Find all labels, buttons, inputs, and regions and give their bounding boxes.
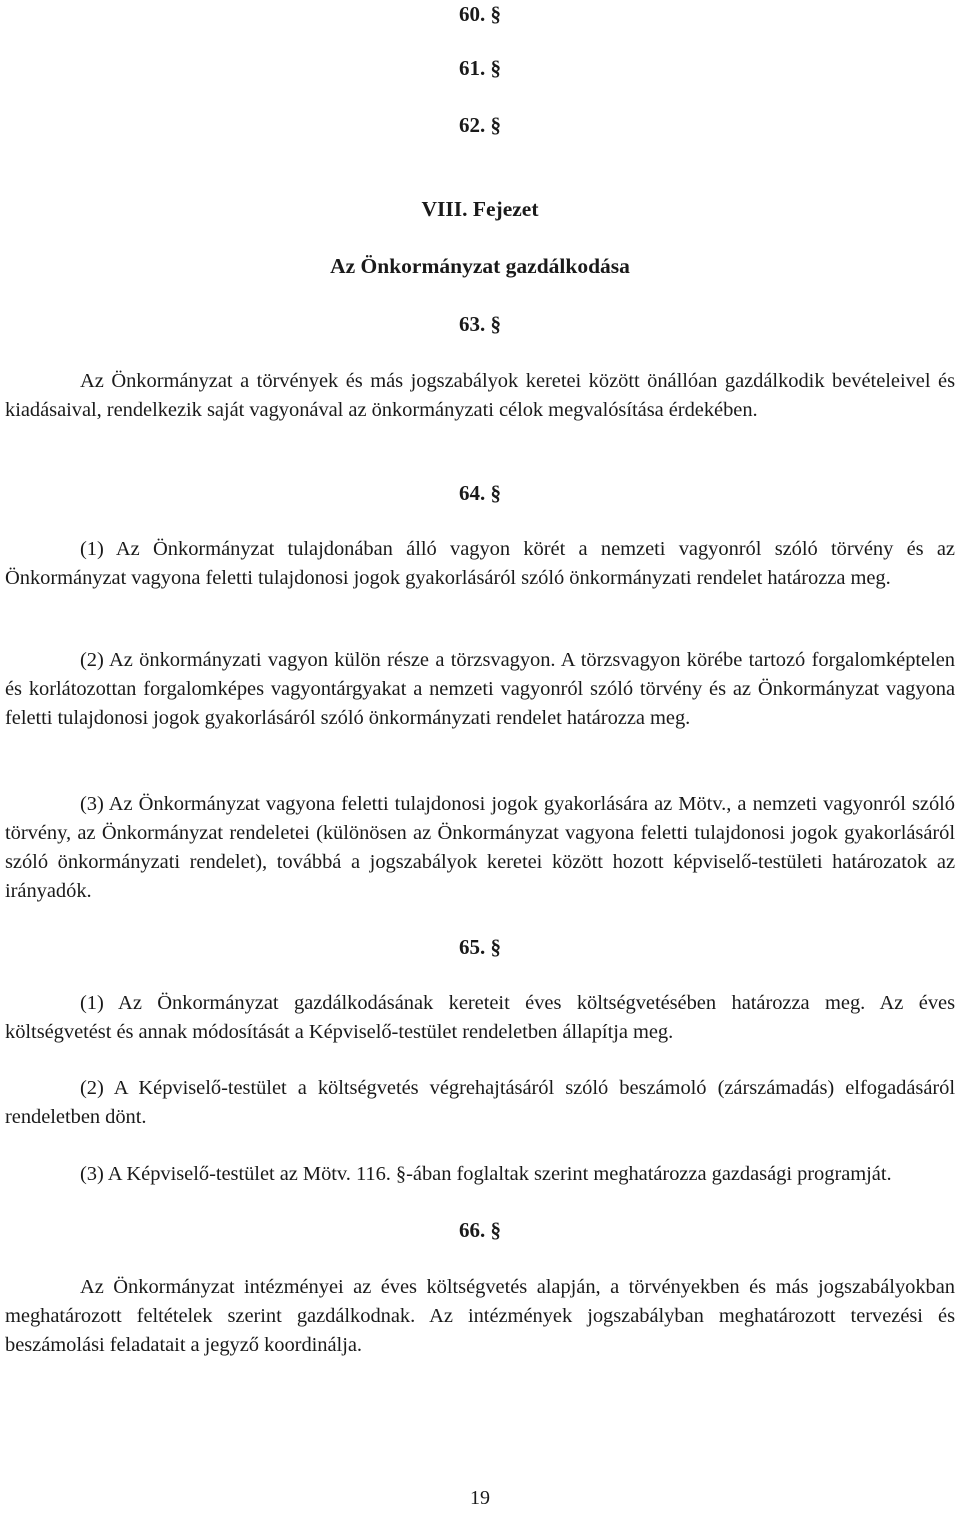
section-65-paragraph-1: (1) Az Önkormányzat gazdálkodásának kereteit éves költségvetésében határozza meg. Az éves költségvetést és annak módosítását a Képviselő-testület rendeletben állapítja meg. <box>5 992 955 1043</box>
section-65-paragraph-2: (2) A Képviselő-testület a költségvetés végrehajtásáról szóló beszámoló (zárszámadás) elfogadásáról rendeletben dönt. <box>5 1077 955 1128</box>
section-64-paragraph-1: (1) Az Önkormányzat tulajdonában álló vagyon körét a nemzeti vagyonról szóló törvény és az Önkormányzat vagyona feletti tulajdonosi jogok gyakorlásáról szóló önkormányzati rendelet határozza meg. <box>5 538 955 589</box>
section-65-paragraph-3: (3) A Képviselő-testület az Mötv. 116. §-ában foglaltak szerint meghatározza gazdasági programját. <box>80 1163 892 1185</box>
section-63-paragraph: Az Önkormányzat a törvények és más jogszabályok keretei között önállóan gazdálkodik bevételeivel és kiadásaival, rendelkezik saját vagyonával az önkormányzati célok megvalósítása érdekében. <box>5 370 955 421</box>
chapter-number: VIII. Fejezet <box>421 197 539 221</box>
section-61-heading: 61. § <box>459 56 501 80</box>
section-64-paragraph-2: (2) Az önkormányzati vagyon külön része a törzsvagyon. A törzsvagyon körébe tartozó forgalomképtelen és korlátozottan forgalomképes vagyontárgyakat a nemzeti vagyonról szóló törvény és az Önkormányzat vagyona feletti tulajdonosi jogok gyakorlásáról szóló önkormányzati rendelet határozza meg. <box>5 649 955 729</box>
section-60-heading: 60. § <box>459 2 501 26</box>
section-66-heading: 66. § <box>459 1218 501 1242</box>
section-64-paragraph-3: (3) Az Önkormányzat vagyona feletti tulajdonosi jogok gyakorlására az Mötv., a nemzeti vagyonról szóló törvény, az Önkormányzat rendeletei (különösen az Önkormányzat vagyona feletti tulajdonosi jogok gyakorlásáról szóló önkormányzati rendelet), továbbá a jogszabályok keretei között hozott képviselő-testületi határozatok az irányadók. <box>5 793 955 902</box>
section-66-paragraph: Az Önkormányzat intézményei az éves költségvetés alapján, a törvényekben és más jogszabályokban meghatározott feltételek szerint gazdálkodnak. Az intézmények jogszabályban meghatározott tervezési és beszámolási feladatait a jegyző koordinálja. <box>5 1276 955 1356</box>
page-number: 19 <box>470 1487 490 1509</box>
chapter-title: Az Önkormányzat gazdálkodása <box>330 254 630 278</box>
section-63-heading: 63. § <box>459 312 501 336</box>
section-65-heading: 65. § <box>459 935 501 959</box>
section-62-heading: 62. § <box>459 113 501 137</box>
section-64-heading: 64. § <box>459 481 501 505</box>
